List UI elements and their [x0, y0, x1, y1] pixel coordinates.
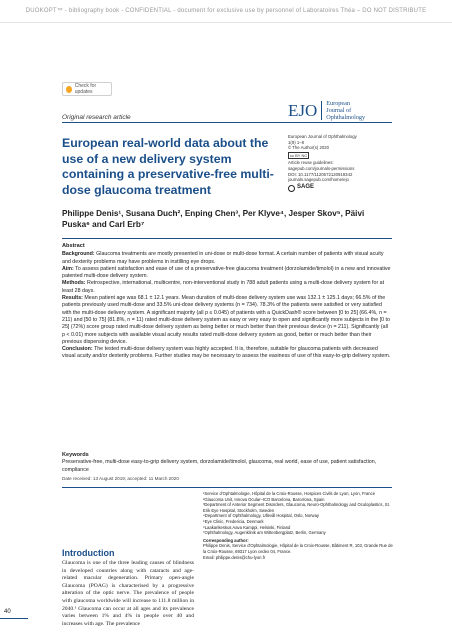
results-text: Mean patient age was 68.1 ± 12.1 years. Mean duration of multi-dose delivery system use was 132.1 ± 125.1 days; 66.5% of the patients previously used multi-dose and 33.5% uni-dose delivery systems (n = 734). 78.3% of the patients were satisfied or very satisfied with the multi-dose delivery system. A significant majority (all p ≤ 0.045) of patients with a QuickDash® score between [0 to 25] (66.4%, n = 211) and [50 to 75] (81.8%, n = 11) rated multi-dose delivery system as easy or very easy to open and significantly more subjects in the [0 to 25] (72%) score group rated multi-dose delivery system as being better or much better than their previous device (n = 211). Significantly (all p < 0.01) more subjects with available visual acuity results rated multi-dose delivery system as good, better or much better than their previous dispensing device. — [62, 295, 390, 345]
journal-logo — [288, 100, 365, 122]
meta-homepage-link[interactable]: journals.sagepub.com/home/ejo — [288, 177, 349, 183]
corresponding-author-email[interactable]: Email: philippe.denis@chu-lyon.fr — [203, 554, 266, 560]
affiliation-item: ¹Service d'Ophtalmologie, Hôpital de la Croix-Rousse, Hospices Civils de Lyon, Lyon, France — [203, 491, 376, 496]
sage-icon — [288, 185, 295, 192]
abstract-conclusion — [62, 346, 392, 361]
meta-doi[interactable]: DOI: 10.1177/1120672120919342 — [288, 171, 353, 177]
check-for-updates-button[interactable] — [62, 82, 112, 96]
page-number: 40 — [4, 609, 11, 615]
meta-pages: 1(9) 1–8 — [288, 139, 305, 145]
abstract-results — [62, 295, 392, 346]
body-divider — [62, 487, 392, 488]
page-number-rule — [0, 618, 28, 619]
confidential-banner: DUOKOPT™ - bibliography book - CONFIDENTIAL - document for exclusive use by personnel of Laboratoires Théa – DO NOT DISTRIBUTE — [0, 0, 452, 23]
meta-copyright: © The Author(s) 2020 — [288, 145, 330, 151]
journal-name-line2: Journal of — [326, 107, 352, 115]
abstract-heading: Abstract — [62, 243, 85, 249]
meta-journal: European Journal of Ophthalmology — [288, 134, 357, 139]
introduction-text: Glaucoma is one of the three leading causes of blindness in developed countries along with cataracts and age-related macular degeneration. Primary open-angle Glaucoma (POAG) is characterised by a progressive alteration of the optic nerve. The prevalence of people with glaucoma worldwide will increase to 111.8 million in 2040.¹ Glaucoma can occur at all ages and its prevalence varies between 1% and 4% in people over 40 and increases with age. The prevalence — [62, 560, 194, 627]
author-list: Philippe Denis¹, Susana Duch², Enping Chen³, Per Klyve⁴, Jesper Skov⁵, Päivi Puska⁶ and Carl Erb⁷ — [62, 209, 365, 229]
abstract-methods — [62, 280, 392, 295]
cc-license-icon: cc BY NC — [290, 152, 308, 158]
methods-label: Methods: — [62, 280, 86, 287]
publisher-name: SAGE — [297, 184, 315, 191]
article-title: European real-world data about the use of a new delivery system containing a preservative-free multi-dose glaucoma treatment — [62, 136, 274, 197]
keywords-heading: Keywords — [62, 452, 89, 458]
background-text: Glaucoma treatments are mostly presented in uni-dose or multi-dose format. A certain number of patients with visual acuity and dexterity problems may have problems in instilling eye drops. — [62, 251, 384, 265]
abstract-background — [62, 251, 392, 266]
updates-icon — [66, 86, 72, 93]
keywords-text: Preservative-free, multi-dose easy-to-grip delivery system, dorzolamide/timolol, glaucoma, real world, ease of use, patient satisfaction, compliance — [62, 459, 377, 473]
affiliation-item: ²Glaucoma Unit, Innova Ocular–ICO Barcelona, Barcelona, Spain — [203, 496, 325, 502]
results-label: Results: — [62, 295, 83, 302]
check-for-updates-label: Check for updates — [74, 83, 97, 95]
keywords — [62, 452, 392, 474]
corresponding-author-heading: Corresponding author: — [203, 537, 249, 543]
abstract-divider — [62, 238, 392, 239]
header-divider — [62, 122, 392, 123]
introduction-heading: Introduction — [62, 548, 115, 558]
affiliation-item: ⁴Department of Ophthalmology, Ullevål Hospital, Oslo, Norway — [203, 513, 319, 519]
conclusion-text: The tested multi-dose delivery system was highly accepted. It is, therefore, suitable for glaucoma patients with decreased visual acuity and/or dexterity problems. Further studies may be necessary to assess the easiness of use of this easy-to-grip delivery system. — [62, 346, 391, 360]
publisher-logo — [288, 185, 398, 192]
corresponding-author-address: Philippe Denis, Service d'Ophtalmologie, Hôpital de la Croix-Rousse, Bâtiment R, 103, Grande Rue de la Croix-Rousse, 69317 Lyon cedex 04, France. — [203, 543, 393, 554]
journal-name — [326, 100, 365, 122]
affiliation-item: ⁷Ophthalmology, Augenklinik am Wittenbergplatz, Berlin, Germany — [203, 530, 326, 536]
article-type: Original research article — [62, 114, 131, 121]
affiliation-item: ⁵Eye Clinic, Fredericia, Denmark — [203, 518, 264, 524]
aim-text: To assess patient satisfaction and ease of use of a preservative-free glaucoma treatment (dorzolamide/timolol) in a new and innovative patented multi-dose delivery system. — [62, 265, 391, 280]
meta-reuse: Article reuse guidelines: — [288, 160, 334, 166]
meta-permissions-link[interactable]: sagepub.com/journals-permissions — [288, 165, 355, 171]
affiliation-item: ³Department of Anterior Segment Disorders, Glaucoma, Neuro-Ophthalmology and Oculoplastics, St. Erik Eye Hospital, Stockholm, Sweden — [203, 502, 390, 513]
methods-text: Retrospective, international, multicentre, non-interventional study in 788 adult patients using a multi-dose delivery system for at least 28 days. — [62, 280, 385, 294]
background-label: Background: — [62, 251, 95, 258]
journal-name-line3: Ophthalmology — [326, 114, 366, 122]
abstract-aim — [62, 266, 392, 281]
journal-name-line1: European — [326, 100, 350, 107]
aim-label: Aim: — [62, 265, 74, 272]
conclusion-label: Conclusion: — [62, 346, 93, 353]
affiliations — [203, 491, 393, 560]
affiliation-item: ⁶Laakarikeskus Aava Kamppi, Helsinki, Finland — [203, 524, 291, 530]
article-metadata — [288, 134, 398, 192]
abstract — [62, 243, 392, 361]
journal-mark: EJO — [288, 101, 322, 120]
submission-dates: Date received: 13 August 2019; accepted: 11 March 2020 — [62, 476, 179, 481]
